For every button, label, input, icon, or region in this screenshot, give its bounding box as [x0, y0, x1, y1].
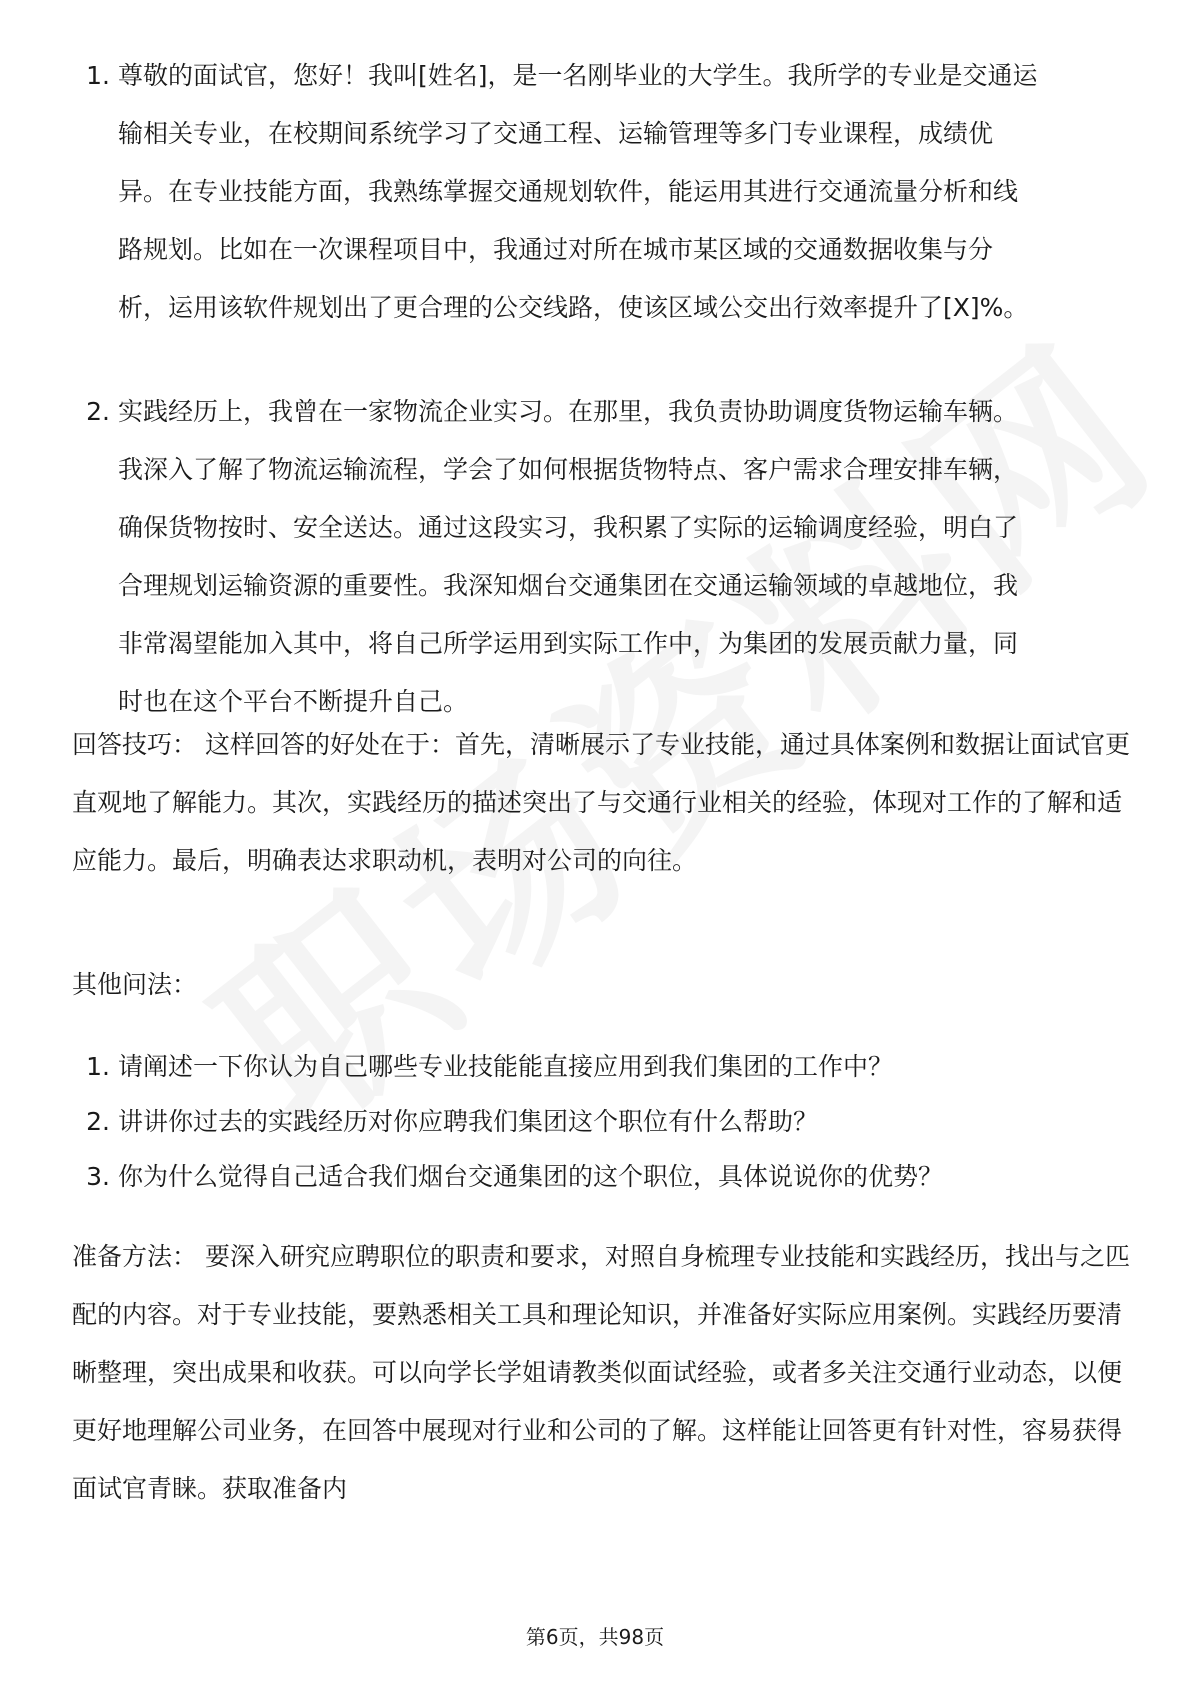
other-questions-heading: 其他问法： — [72, 970, 198, 999]
list-item-text: 讲讲你过去的实践经历对你应聘我们集团这个职位有什么帮助？ — [118, 1107, 819, 1136]
list-item-number: 1. — [86, 61, 110, 90]
other-questions-list — [86, 1039, 1118, 1204]
answer-tips-paragraph: 回答技巧： 这样回答的好处在于：首先，清晰展示了专业技能，通过具体案例和数据让面试官更直观地了解能力。其次，实践经历的描述突出了与交通行业相关的经验，体现对工作的了解和适应能力。最后，明确表达求职动机，表明对公司的向往。 — [72, 730, 1130, 875]
list-item-number: 2. — [86, 397, 110, 426]
answer-list — [86, 47, 1038, 731]
list-item — [86, 1039, 1118, 1094]
page-number: 第6页，共98页 — [525, 1625, 665, 1649]
list-item-number: 3. — [86, 1162, 110, 1191]
list-item-text: 实践经历上，我曾在一家物流企业实习。在那里，我负责协助调度货物运输车辆。我深入了解了物流运输流程，学会了如何根据货物特点、客户需求合理安排车辆，确保货物按时、安全送达。通过这段实习，我积累了实际的运输调度经验，明白了合理规划运输资源的重要性。我深知烟台交通集团在交通运输领域的卓越地位，我非常渴望能加入其中，将自己所学运用到实际工作中，为集团的发展贡献力量，同时也在这个平台不断提升自己。 — [118, 397, 1019, 716]
list-item-number: 2. — [86, 1107, 110, 1136]
list-item — [86, 1094, 1118, 1149]
list-item-text: 尊敬的面试官，您好！我叫[姓名]，是一名刚毕业的大学生。我所学的专业是交通运输相关专业，在校期间系统学习了交通工程、运输管理等多门专业课程，成绩优异。在专业技能方面，我熟练掌握交通规划软件，能运用其进行交通流量分析和线路规划。比如在一次课程项目中，我通过对所在城市某区域的交通数据收集与分析，运用该软件规划出了更合理的公交线路，使该区域公交出行效率提升了[X]%。 — [118, 61, 1038, 322]
preparation-paragraph: 准备方法： 要深入研究应聘职位的职责和要求，对照自身梳理专业技能和实践经历，找出与之匹配的内容。对于专业技能，要熟悉相关工具和理论知识，并准备好实际应用案例。实践经历要清晰整理，突出成果和收获。可以向学长学姐请教类似面试经验，或者多关注交通行业动态，以便更好地理解公司业务，在回答中展现对行业和公司的了解。这样能让回答更有针对性，容易获得面试官青睐。获取准备内 — [72, 1242, 1130, 1503]
list-item-text: 你为什么觉得自己适合我们烟台交通集团的这个职位，具体说说你的优势？ — [118, 1162, 944, 1191]
list-item — [86, 383, 1038, 731]
list-item — [86, 47, 1038, 383]
list-item-number: 1. — [86, 1052, 110, 1081]
list-item-text: 请阐述一下你认为自己哪些专业技能能直接应用到我们集团的工作中？ — [118, 1052, 894, 1081]
list-item — [86, 1149, 1118, 1204]
